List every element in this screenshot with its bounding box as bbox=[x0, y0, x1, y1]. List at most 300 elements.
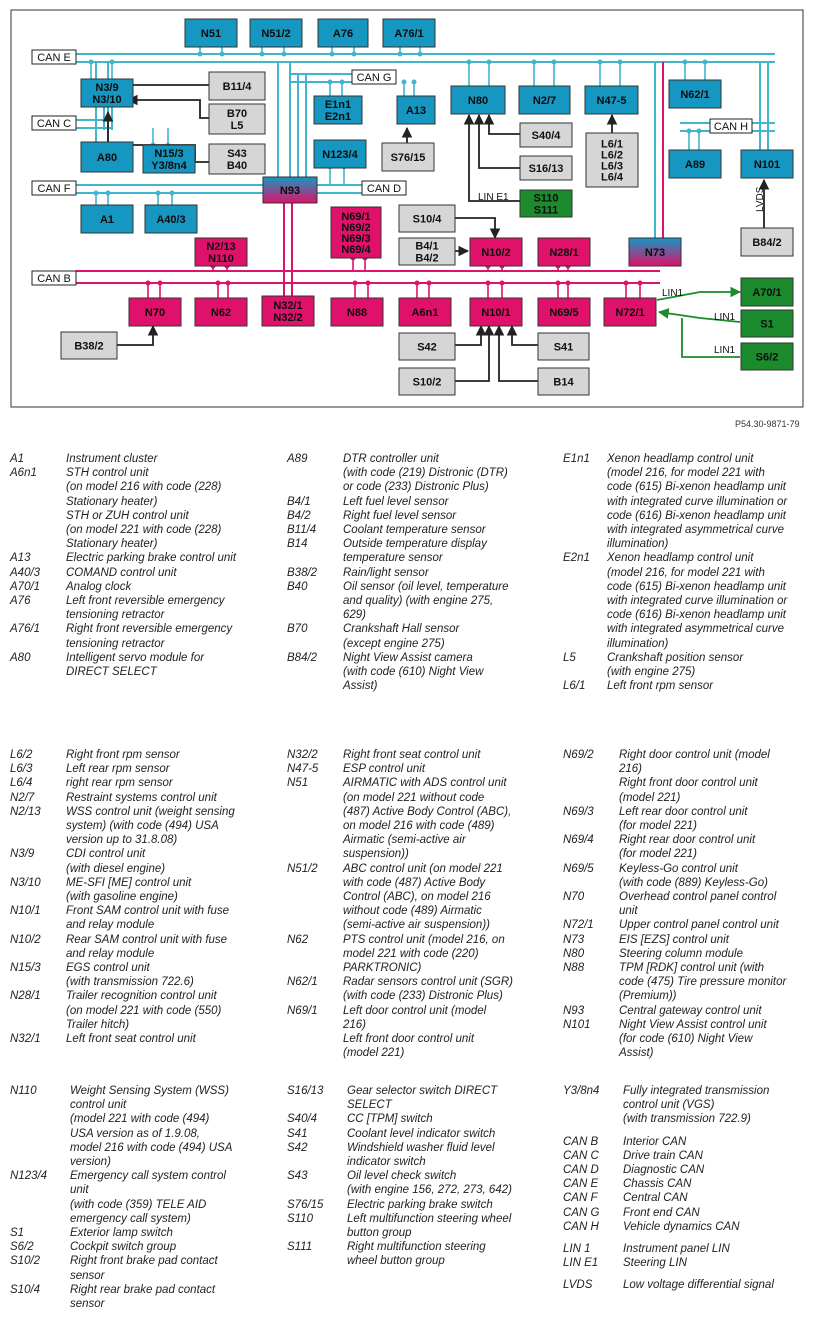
component-n72-1 bbox=[604, 298, 656, 326]
bus-node-dot bbox=[170, 191, 175, 196]
legend-entry bbox=[287, 975, 555, 1003]
legend-code: A80 bbox=[10, 651, 31, 664]
legend-description: Outside temperature display temperature sensor bbox=[343, 538, 487, 565]
legend-entry bbox=[563, 1018, 807, 1061]
legend-entry bbox=[10, 805, 278, 848]
component-label: B11/4 bbox=[222, 81, 252, 93]
link-label-lin-e1: LIN E1 bbox=[478, 192, 509, 203]
legend-description: Night View Assist control unit (for code (610) Night View Assist) bbox=[619, 1018, 767, 1060]
legend-code: N3/9 bbox=[10, 848, 35, 861]
component-n28-1 bbox=[538, 238, 590, 266]
component-n2-7 bbox=[519, 86, 570, 114]
legend-entry bbox=[10, 1226, 278, 1240]
legend-entry bbox=[287, 1212, 555, 1240]
legend-code: CAN F bbox=[563, 1192, 598, 1205]
legend-entry bbox=[10, 961, 278, 989]
component-label: N80 bbox=[467, 95, 489, 107]
component-label: A40/3 bbox=[156, 214, 186, 226]
legend-entry bbox=[10, 791, 278, 805]
legend-entry bbox=[563, 1004, 807, 1018]
legend-code: N72/1 bbox=[563, 919, 594, 932]
component-label: N47-5 bbox=[596, 95, 627, 107]
component-label: S111 bbox=[533, 204, 559, 217]
link-label-lin1-b: LIN1 bbox=[714, 312, 736, 323]
bus-node-dot bbox=[110, 60, 115, 65]
legend-description: Cockpit switch group bbox=[70, 1241, 177, 1254]
component-label: N3/10 bbox=[92, 94, 122, 106]
legend-code: B4/2 bbox=[287, 509, 311, 522]
legend-code: N10/1 bbox=[10, 905, 41, 918]
bus-node-dot bbox=[618, 60, 623, 65]
legend-code: E2n1 bbox=[563, 552, 590, 565]
legend-entry bbox=[563, 1242, 807, 1256]
bus-node-dot bbox=[366, 281, 371, 286]
legend-entry bbox=[563, 890, 807, 918]
legend-code: CAN G bbox=[563, 1206, 600, 1219]
component-a6n1 bbox=[399, 298, 451, 326]
component-n51-2 bbox=[250, 19, 302, 47]
component-label: L6/3 bbox=[600, 160, 624, 173]
component-label: N69/1 bbox=[341, 211, 371, 223]
bus-node-dot bbox=[353, 281, 358, 286]
legend-entry bbox=[287, 523, 555, 537]
component-label: A89 bbox=[684, 159, 706, 171]
legend-description: Analog clock bbox=[66, 580, 132, 593]
component-label: B14 bbox=[553, 376, 574, 389]
legend-code: Y3/8n4 bbox=[563, 1085, 600, 1097]
legend-entry bbox=[563, 1149, 807, 1163]
bus-node-dot bbox=[330, 52, 335, 57]
legend-code: L5 bbox=[563, 651, 576, 664]
link-label-lin1-a: LIN1 bbox=[662, 288, 684, 299]
legend-entry bbox=[287, 1004, 555, 1061]
component-label: N69/2 bbox=[341, 222, 371, 234]
legend-code: S40/4 bbox=[287, 1113, 318, 1126]
component-label: L6/1 bbox=[600, 138, 624, 151]
legend-description: Oil sensor (oil level, temperature and quality) (with engine 275, 629) bbox=[343, 580, 509, 622]
legend-code: S16/13 bbox=[287, 1085, 324, 1097]
legend-entry bbox=[287, 748, 555, 762]
legend-description: Right front rpm sensor bbox=[66, 749, 180, 761]
component-s76-15 bbox=[382, 143, 434, 171]
legend-code: S43 bbox=[287, 1170, 308, 1183]
legend-description: Intelligent servo module for DIRECT SELECT bbox=[66, 651, 205, 679]
legend-code: LIN E1 bbox=[563, 1257, 599, 1270]
component-a40-3 bbox=[145, 205, 197, 233]
component-n93 bbox=[263, 177, 317, 203]
component-n47-5 bbox=[585, 86, 638, 114]
legend-description: Gear selector switch DIRECT SELECT bbox=[347, 1085, 498, 1112]
bus-label-can-g bbox=[352, 70, 396, 84]
legend-description: Drive train CAN bbox=[623, 1149, 703, 1162]
component-a76 bbox=[318, 19, 368, 47]
component-e1n1 bbox=[314, 96, 362, 124]
bus-node-dot bbox=[146, 281, 151, 286]
legend-entry bbox=[287, 1240, 555, 1268]
legend-description: Interior CAN bbox=[623, 1135, 687, 1148]
component-n62-1 bbox=[669, 80, 721, 108]
legend-description: Vehicle dynamics CAN bbox=[623, 1220, 740, 1233]
component-label: A13 bbox=[405, 105, 427, 117]
legend-entry bbox=[10, 1283, 278, 1311]
legend-entry bbox=[10, 551, 278, 565]
legend-entry bbox=[10, 933, 278, 961]
bus-node-dot bbox=[418, 52, 423, 57]
legend-entry bbox=[563, 918, 807, 932]
bus-label-text: CAN E bbox=[37, 52, 71, 64]
legend-code: N2/13 bbox=[10, 805, 41, 818]
legend-description: EIS [EZS] control unit bbox=[619, 933, 729, 946]
component-label: N32/2 bbox=[273, 312, 303, 324]
legend-code: A13 bbox=[10, 552, 31, 565]
legend-description: ESP control unit bbox=[343, 763, 426, 776]
component-label: Y3/8n4 bbox=[151, 160, 187, 172]
component-label: S10/4 bbox=[412, 213, 442, 226]
legend-description: Exterior lamp switch bbox=[70, 1227, 173, 1240]
legend-entry bbox=[287, 495, 555, 509]
legend-code: N69/2 bbox=[563, 749, 594, 761]
legend-column bbox=[287, 452, 555, 693]
component-l6 bbox=[586, 133, 638, 187]
component-s43 bbox=[209, 144, 265, 174]
component-label: B84/2 bbox=[752, 237, 782, 249]
component-b38-2 bbox=[61, 332, 117, 359]
component-label: N28/1 bbox=[549, 247, 579, 259]
legend-entry bbox=[287, 762, 555, 776]
component-n32 bbox=[262, 296, 314, 326]
component-s40-4 bbox=[520, 123, 572, 147]
legend-description: Fully integrated transmission control unit (VGS) (with transmission 722.9) bbox=[623, 1085, 770, 1126]
legend-description: Left front seat control unit bbox=[66, 1033, 196, 1046]
legend-description: Trailer recognition control unit (on model 221 with code (550) Trailer hitch) bbox=[66, 990, 222, 1031]
legend-entry bbox=[287, 509, 555, 523]
bus-node-dot bbox=[412, 80, 417, 85]
bus-label-text: CAN G bbox=[356, 72, 392, 84]
component-label: N2/7 bbox=[532, 95, 557, 107]
legend-code: A76 bbox=[10, 595, 31, 608]
bus-node-dot bbox=[556, 281, 561, 286]
legend-description: Left rear rpm sensor bbox=[66, 763, 170, 776]
legend-code: N93 bbox=[563, 1004, 585, 1017]
legend-code: S10/2 bbox=[10, 1255, 41, 1268]
component-a89 bbox=[669, 150, 721, 178]
legend-code: L6/3 bbox=[10, 763, 33, 776]
legend-entry bbox=[563, 1191, 807, 1205]
component-b84-2 bbox=[741, 228, 793, 256]
legend-description: WSS control unit (weight sensing system) (with code (494) USA version up to 31.8.08) bbox=[66, 805, 235, 847]
component-label: N15/3 bbox=[154, 148, 184, 160]
component-label: A76/1 bbox=[394, 28, 424, 40]
legend-entry bbox=[287, 1084, 555, 1112]
component-a80 bbox=[81, 142, 133, 172]
legend-entry bbox=[563, 551, 807, 650]
component-s6-2 bbox=[741, 343, 793, 370]
component-label: N73 bbox=[644, 247, 666, 259]
legend-entry bbox=[287, 862, 555, 933]
legend-entry bbox=[10, 1169, 278, 1226]
component-label: N2/13 bbox=[206, 241, 236, 253]
legend-description: STH control unit (on model 216 with code (228) Stationary heater) STH or ZUH control unit (on model 221 with code (228) Stationary heater) bbox=[66, 467, 222, 551]
component-label: S42 bbox=[417, 341, 437, 354]
legend-column bbox=[563, 748, 807, 1060]
legend-entry bbox=[287, 622, 555, 650]
legend-description: ME-SFI [ME] control unit (with gasoline engine) bbox=[66, 876, 192, 904]
legend-entry bbox=[563, 833, 807, 861]
legend-description: EGS control unit (with transmission 722.6) bbox=[66, 962, 194, 989]
legend-description: Crankshaft Hall sensor (except engine 275) bbox=[343, 623, 460, 650]
component-label: N32/1 bbox=[273, 300, 303, 312]
legend-code: N3/10 bbox=[10, 876, 41, 889]
legend-entry bbox=[287, 1198, 555, 1212]
legend-description: Right door control unit (model 216) Right front door control unit (model 221) bbox=[619, 749, 770, 804]
component-label: S6/2 bbox=[755, 351, 779, 364]
legend-entry bbox=[10, 566, 278, 580]
legend-entry bbox=[287, 1141, 555, 1169]
component-label: N51 bbox=[200, 28, 222, 40]
legend-description: PTS control unit (model 216, on model 221 with code (220) PARKTRONIC) bbox=[343, 933, 505, 975]
legend-code: N62/1 bbox=[287, 976, 318, 989]
legend-description: AIRMATIC with ADS control unit (on model 221 without code (487) Active Body Control (ABC), on model 216 with code (489) Airmatic (semi-active air suspension)) bbox=[343, 777, 512, 861]
legend-code: S76/15 bbox=[287, 1198, 324, 1211]
legend-column bbox=[10, 1084, 278, 1311]
legend-entry bbox=[287, 933, 555, 976]
legend-description: Left front reversible emergency tensioning retractor bbox=[66, 595, 225, 622]
legend-entry bbox=[10, 622, 278, 650]
legend-code: N88 bbox=[563, 962, 585, 975]
component-n123-4 bbox=[314, 140, 366, 168]
component-n10-1 bbox=[470, 298, 522, 326]
legend-description: Right rear door control unit (for model 221) bbox=[619, 834, 756, 861]
legend-entry bbox=[10, 748, 278, 762]
component-a76-1 bbox=[383, 19, 435, 47]
component-label: S76/15 bbox=[390, 152, 426, 164]
legend-code: N69/4 bbox=[563, 834, 594, 847]
legend-code: B70 bbox=[287, 623, 308, 636]
legend-description: right rear rpm sensor bbox=[66, 777, 173, 790]
legend-column bbox=[287, 748, 555, 1060]
legend-entry bbox=[563, 947, 807, 961]
legend-entry bbox=[287, 580, 555, 623]
component-n73 bbox=[629, 238, 681, 266]
legend-code: A6n1 bbox=[10, 467, 37, 480]
component-b11-4 bbox=[209, 72, 265, 100]
legend-code: L6/1 bbox=[563, 680, 586, 693]
legend-description: Crankshaft position sensor (with engine 275) bbox=[607, 651, 744, 679]
component-n3-9 bbox=[81, 79, 133, 107]
legend-description: CDI control unit (with diesel engine) bbox=[66, 848, 166, 875]
legend-entry bbox=[287, 1169, 555, 1197]
legend-code: N70 bbox=[563, 891, 585, 904]
bus-node-dot bbox=[487, 60, 492, 65]
component-label: A70/1 bbox=[752, 287, 782, 299]
legend-code: CAN H bbox=[563, 1220, 599, 1233]
legend-description: Instrument panel LIN bbox=[623, 1243, 730, 1256]
bus-label-text: CAN H bbox=[713, 121, 749, 133]
component-s10-2 bbox=[399, 368, 455, 395]
legend-entry bbox=[287, 452, 555, 495]
component-label: B70 bbox=[226, 108, 248, 120]
legend-code: B38/2 bbox=[287, 566, 318, 579]
legend-description: Chassis CAN bbox=[623, 1178, 692, 1191]
component-s110 bbox=[520, 190, 572, 217]
component-label: S16/13 bbox=[528, 163, 564, 175]
legend-description: Night View Assist camera (with code (610) Night View Assist) bbox=[343, 651, 484, 693]
legend-entry bbox=[563, 862, 807, 890]
legend-column bbox=[10, 748, 278, 1046]
component-label: L6/4 bbox=[600, 171, 624, 184]
component-n70 bbox=[129, 298, 181, 326]
component-label: A80 bbox=[96, 152, 118, 164]
bus-node-dot bbox=[683, 60, 688, 65]
bus-label-can-b bbox=[32, 271, 76, 285]
component-label: N69/3 bbox=[341, 233, 371, 245]
legend-description: Restraint systems control unit bbox=[66, 791, 217, 804]
legend-code: N123/4 bbox=[10, 1170, 48, 1183]
bus-node-dot bbox=[687, 129, 692, 134]
bus-label-can-d bbox=[362, 181, 406, 195]
component-n10-2 bbox=[470, 238, 522, 266]
legend-entry bbox=[563, 1135, 807, 1149]
legend-entry bbox=[563, 933, 807, 947]
bus-node-dot bbox=[226, 281, 231, 286]
component-label: N123/4 bbox=[322, 149, 358, 161]
legend-description: Radar sensors control unit (SGR) (with code (233) Distronic Plus) bbox=[343, 976, 514, 1003]
legend-description: Steering LIN bbox=[623, 1257, 687, 1270]
legend-description: Weight Sensing System (WSS) control unit (model 221 with code (494) USA version as of 1.9.08, model 216 with code (494) USA version) bbox=[70, 1085, 233, 1169]
legend-code: N80 bbox=[563, 947, 585, 960]
bus-node-dot bbox=[198, 52, 203, 57]
legend-code: S1 bbox=[10, 1227, 25, 1240]
bus-node-dot bbox=[427, 281, 432, 286]
legend-entry bbox=[10, 989, 278, 1032]
legend-code: S41 bbox=[287, 1127, 308, 1140]
component-label: E1n1 bbox=[324, 99, 352, 111]
legend-entry bbox=[563, 805, 807, 833]
legend-entry bbox=[10, 904, 278, 932]
legend-description: Right front seat control unit bbox=[343, 749, 481, 761]
component-n51 bbox=[185, 19, 237, 47]
component-label: N72/1 bbox=[615, 307, 645, 319]
bus-node-dot bbox=[216, 281, 221, 286]
legend-entry bbox=[10, 762, 278, 776]
bus-node-dot bbox=[282, 52, 287, 57]
legend-code: B84/2 bbox=[287, 651, 318, 664]
bus-node-dot bbox=[532, 60, 537, 65]
legend-entry bbox=[563, 961, 807, 1004]
component-b4 bbox=[399, 238, 455, 265]
bus-node-dot bbox=[94, 191, 99, 196]
component-label: N69/5 bbox=[549, 307, 579, 319]
bus-node-dot bbox=[89, 60, 94, 65]
bus-node-dot bbox=[260, 52, 265, 57]
bus-node-dot bbox=[158, 281, 163, 286]
legend-entry bbox=[10, 1084, 278, 1169]
legend-entry bbox=[287, 1127, 555, 1141]
legend-entry bbox=[287, 651, 555, 694]
legend-code: B40 bbox=[287, 580, 308, 593]
legend-entry bbox=[10, 594, 278, 622]
component-s41 bbox=[538, 333, 589, 360]
component-a13 bbox=[397, 96, 435, 124]
component-n88 bbox=[331, 298, 383, 326]
legend-code: L6/2 bbox=[10, 749, 33, 761]
bus-node-dot bbox=[328, 80, 333, 85]
component-label: S43 bbox=[227, 148, 247, 160]
legend-description: Left door control unit (model 216) Left front door control unit (model 221) bbox=[343, 1004, 487, 1060]
bus-node-dot bbox=[697, 129, 702, 134]
legend-code: S42 bbox=[287, 1141, 308, 1154]
legend-code: N69/5 bbox=[563, 862, 594, 875]
component-s1 bbox=[741, 310, 793, 337]
legend-description: TPM [RDK] control unit (with code (475) Tire pressure monitor (Premium)) bbox=[619, 962, 787, 1003]
legend-code: CAN D bbox=[563, 1164, 599, 1177]
bus-node-dot bbox=[703, 60, 708, 65]
link-label-lvds: LVDS bbox=[755, 186, 766, 212]
legend-description: Instrument cluster bbox=[66, 453, 158, 465]
legend-entry bbox=[10, 651, 278, 679]
legend-code: N101 bbox=[563, 1018, 591, 1031]
legend-entry bbox=[563, 1084, 807, 1127]
legend-description: Diagnostic CAN bbox=[623, 1164, 705, 1177]
component-label: B4/1 bbox=[415, 240, 439, 253]
bus-node-dot bbox=[106, 191, 111, 196]
bus-node-dot bbox=[352, 52, 357, 57]
legend-entry bbox=[287, 1112, 555, 1126]
legend-entry bbox=[10, 1032, 278, 1046]
legend-entry bbox=[10, 452, 278, 466]
legend-description: Right front reversible emergency tensioning retractor bbox=[66, 623, 233, 650]
legend-description: Rear SAM control unit with fuse and relay module bbox=[66, 933, 228, 960]
legend-description: CC [TPM] switch bbox=[347, 1113, 433, 1126]
link-label-lin1-c: LIN1 bbox=[714, 345, 736, 356]
component-label: N51/2 bbox=[261, 28, 291, 40]
legend-code: N32/2 bbox=[287, 749, 318, 761]
component-label: N3/9 bbox=[95, 82, 119, 94]
legend-description: Low voltage differential signal bbox=[623, 1279, 774, 1292]
bus-label-text: CAN D bbox=[366, 183, 402, 195]
legend-code: N10/2 bbox=[10, 933, 41, 946]
legend-code: L6/4 bbox=[10, 777, 33, 790]
legend-entry bbox=[563, 1278, 807, 1292]
bus-node-dot bbox=[552, 60, 557, 65]
legend-description: Overhead control panel control unit bbox=[619, 891, 777, 918]
bus-label-text: CAN F bbox=[37, 183, 71, 195]
component-label: A6n1 bbox=[411, 307, 439, 319]
component-label: B40 bbox=[226, 160, 248, 172]
bus-node-dot bbox=[638, 281, 643, 286]
legend-description: Front end CAN bbox=[623, 1206, 700, 1219]
legend-entry bbox=[563, 1177, 807, 1191]
component-label: N10/2 bbox=[481, 247, 511, 259]
bus-label-text: CAN C bbox=[36, 118, 72, 130]
legend-description: Rain/light sensor bbox=[343, 566, 429, 579]
legend-description: COMAND control unit bbox=[66, 566, 177, 579]
legend-description: Xenon headlamp control unit (model 216, for model 221 with code (615) Bi-xenon headlamp unit with integrated curve illumination or code (616) Bi-xenon headlamp unit with integrated asymmetrical curve illumination) bbox=[607, 453, 788, 551]
legend-code: A76/1 bbox=[10, 623, 41, 636]
legend-column bbox=[10, 452, 278, 679]
legend-code: S6/2 bbox=[10, 1241, 34, 1254]
legend-description: Xenon headlamp control unit (model 216, for model 221 with code (615) Bi-xenon headlamp unit with integrated curve illumination or code (616) Bi-xenon headlamp unit with integrated asymmetrical curve illumination) bbox=[607, 552, 788, 650]
legend-code: CAN E bbox=[563, 1178, 599, 1191]
legend-code: S10/4 bbox=[10, 1283, 41, 1296]
legend-description: DTR controller unit (with code (219) Distronic (DTR) or code (233) Distronic Plus) bbox=[343, 453, 508, 494]
legend-description: Central CAN bbox=[623, 1192, 688, 1205]
component-label: N110 bbox=[208, 253, 234, 265]
bus-label-can-h bbox=[710, 119, 752, 133]
legend-description: Coolant temperature sensor bbox=[343, 524, 486, 537]
component-label: S1 bbox=[760, 318, 774, 331]
legend-description: Windshield washer fluid level indicator switch bbox=[347, 1141, 495, 1169]
